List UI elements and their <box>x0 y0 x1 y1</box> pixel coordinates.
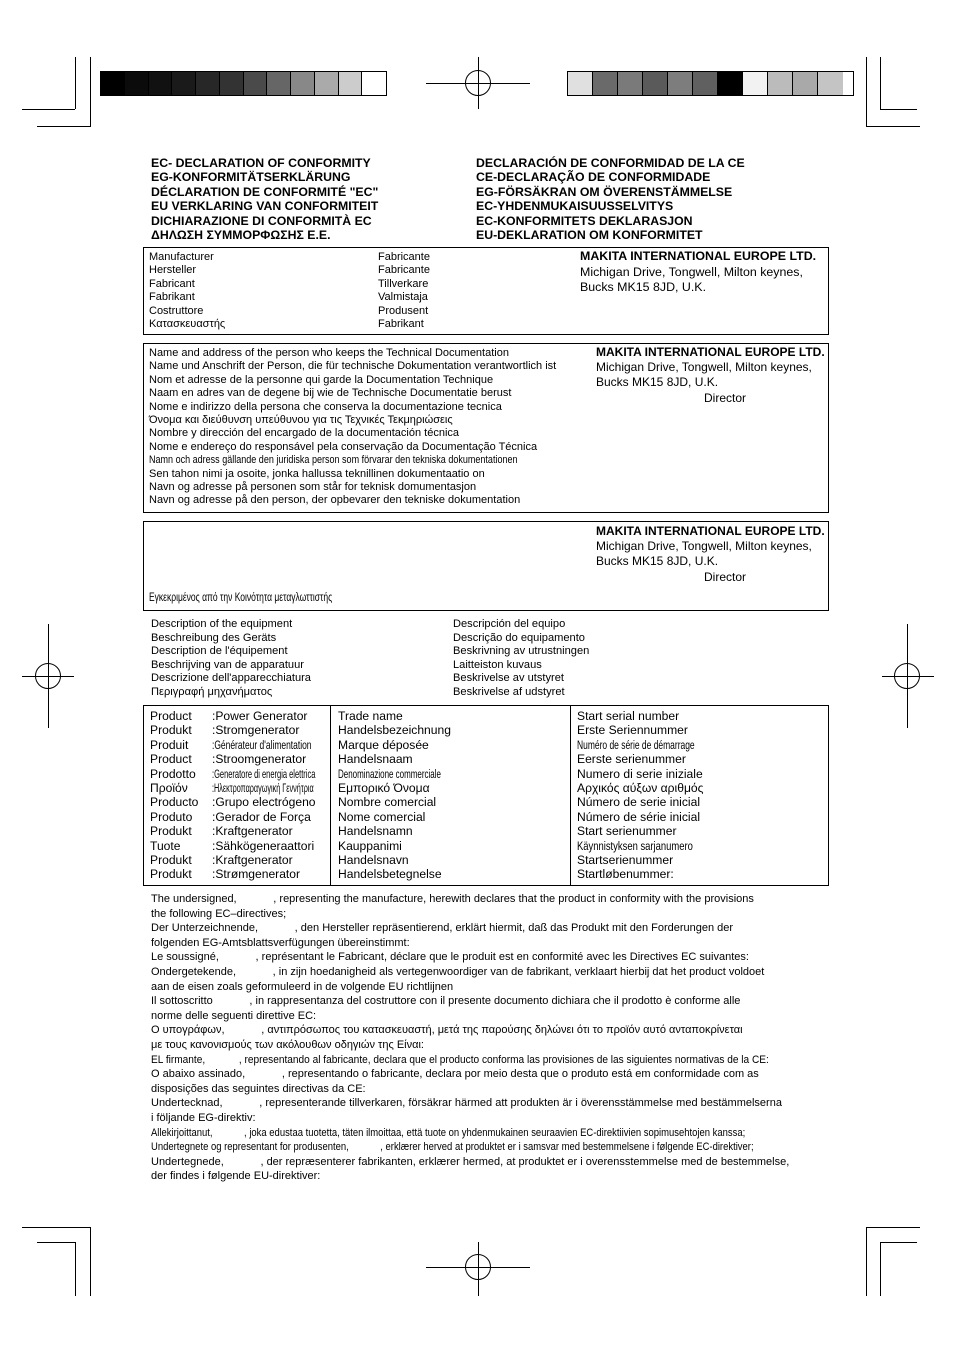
serial-number-text: Erste Seriennummer <box>577 723 688 738</box>
tech-doc-labels <box>149 347 598 508</box>
label: Description of the equipment <box>151 618 293 630</box>
approved-address <box>596 524 825 585</box>
serial-number-label <box>577 810 745 824</box>
declaration-line <box>151 1067 852 1082</box>
declaration-text: Le soussigné, , représentant le Fabricant, déclare que le produit est en conformité avec les Directives EC suivantes: <box>151 951 749 964</box>
address-line: Bucks MK15 8JD, U.K. <box>596 554 719 568</box>
signatory-title: Director <box>704 391 747 405</box>
approved-compiler-box <box>143 521 829 611</box>
label: Costruttore <box>149 304 204 317</box>
declaration-line <box>151 1140 852 1155</box>
color-swatch <box>244 72 268 95</box>
technical-documentation-box <box>143 343 829 513</box>
product-label: Produit <box>150 737 189 752</box>
serial-number-label <box>577 867 745 881</box>
product-label: Product <box>150 709 192 723</box>
serial-number-label <box>577 738 745 752</box>
serial-number-text: Numéro de série de démarrage <box>577 737 695 752</box>
trade-name <box>338 781 494 795</box>
product-label: Producto <box>150 795 199 810</box>
declaration-line <box>151 1082 852 1097</box>
declaration-text: folgenden EG-Amtsblattsverfügungen übereinstimmt: <box>151 936 410 949</box>
serial-number-text: Αρχικός αύξων αριθμός <box>577 781 704 796</box>
manufacturer-address <box>580 249 816 296</box>
product-value: :Kraftgenerator <box>212 824 293 839</box>
color-swatch <box>339 72 363 95</box>
label: Περιγραφή μηχανήματος <box>151 685 273 698</box>
color-swatch <box>693 72 718 95</box>
serial-number-label <box>577 752 745 766</box>
declaration-text: Ο υπογράφων, , αντιπρόσωπος του κατασκευαστή, μετά της παρούσης δηλώνει ότι το προϊόν αυτό ανταποκρίνεται <box>151 1024 743 1037</box>
product-label: Tuote <box>150 838 181 853</box>
serial-number-label <box>577 824 745 838</box>
color-swatch <box>101 72 125 95</box>
title-block-left <box>151 156 378 242</box>
equipment-description-right <box>453 618 589 699</box>
serial-number-label <box>577 709 745 723</box>
product-value: :Stroomgenerator <box>212 752 307 767</box>
trade-name-text: Denominazione commerciale <box>338 766 441 781</box>
color-swatch <box>149 72 173 95</box>
color-swatch <box>743 72 768 95</box>
declaration-text: Undertegnete og representant for produsenten, , erklærer herved at produktet er i samsvar med bestemmelsene i følgende EC-direktiver; <box>151 1141 754 1154</box>
declaration-paragraphs <box>151 892 852 1184</box>
serial-number-text: Número de serie inicial <box>577 795 701 810</box>
serial-number-column <box>577 709 745 882</box>
serial-number-text: Número de série inicial <box>577 809 701 824</box>
trade-name <box>338 867 494 881</box>
declaration-text: Undertegnede, , der repræsenterer fabrikanten, erklærer hermed, at produktet er i overensstemmelse med de bestemmelse, <box>151 1155 790 1168</box>
trade-name-text: Handelsnavn <box>338 853 409 868</box>
label: Κατασκευαστής <box>149 318 226 331</box>
trade-name-text: Handelsnamn <box>338 824 413 839</box>
serial-number-text: Start serienummer <box>577 824 677 839</box>
title-line: CE-DECLARAÇÃO DE CONFORMIDADE <box>476 170 711 185</box>
product-value: :Strømgenerator <box>212 867 301 882</box>
trade-name <box>338 853 494 867</box>
serial-number-text: Eerste serienummer <box>577 752 686 767</box>
company-name: MAKITA INTERNATIONAL EUROPE LTD. <box>580 249 817 263</box>
color-bar-left <box>100 71 387 96</box>
declaration-line <box>151 1023 852 1038</box>
product-label: Προϊόν <box>150 781 188 796</box>
title-line: DÉCLARATION DE CONFORMITÉ "EC" <box>151 184 379 199</box>
manufacturer-labels-2 <box>378 251 430 331</box>
label: Nome e indirizzo della persona che conserva la documentazione tecnica <box>149 400 502 413</box>
trade-name <box>338 767 494 781</box>
title-line: DECLARACIÓN DE CONFORMIDAD DE LA CE <box>476 156 745 170</box>
serial-number-label <box>577 795 745 809</box>
declaration-line <box>151 965 852 980</box>
label: Fabricante <box>378 251 430 263</box>
declaration-text: disposições das seguintes directivas da CE: <box>151 1082 366 1095</box>
signatory-title: Director <box>704 570 747 584</box>
color-swatch <box>220 72 244 95</box>
product-value: :Power Generator <box>212 709 308 723</box>
declaration-text: aan de eisen zoals geformuleerd in de volgende EU richtlijnen <box>151 980 454 993</box>
label: Beskrivelse av utstyret <box>453 672 564 684</box>
declaration-text: Allekirjoittanut, , joka edustaa tuotetta, täten ilmoittaa, että tuote on yhdenmukainen seuraavien EC-direktiivien sopimusehtojen kanssa; <box>151 1126 746 1139</box>
label: Nome e endereço do responsável pela conservação da Documentação Técnica <box>149 440 538 453</box>
color-swatch <box>793 72 818 95</box>
address-line: Michigan Drive, Tongwell, Milton keynes, <box>580 264 803 279</box>
product-label: Prodotto <box>150 766 196 781</box>
declaration-text: the following EC–directives; <box>151 907 287 920</box>
address-line: Michigan Drive, Tongwell, Milton keynes, <box>596 360 812 374</box>
serial-number-text: Numero di serie iniziale <box>577 766 703 781</box>
label: Beskrivning av utrustningen <box>453 645 590 657</box>
product-value: :Kraftgenerator <box>212 853 293 868</box>
manufacturer-labels <box>149 251 225 331</box>
trade-name-text: Handelsbetegnelse <box>338 867 442 882</box>
label: Fabricant <box>149 277 195 290</box>
label: Valmistaja <box>378 291 428 304</box>
product-label: Produkt <box>150 853 192 868</box>
declaration-text: The undersigned, , representing the manufacture, herewith declares that the product in conformity with the provisions <box>151 893 754 905</box>
label: Fabricante <box>378 264 430 277</box>
title-line: EU-DEKLARATION OM KONFORMITET <box>476 228 703 243</box>
label: Nom et adresse de la personne qui garde la Documentation Technique <box>149 373 494 386</box>
company-name: MAKITA INTERNATIONAL EUROPE LTD. <box>596 345 825 359</box>
trade-name <box>338 738 494 752</box>
trade-name <box>338 752 494 766</box>
declaration-text: EL firmante, , representando al fabricante, declara que el producto conforma las provisiones de las siguientes normativas de la CE: <box>151 1053 769 1066</box>
company-name: MAKITA INTERNATIONAL EUROPE LTD. <box>596 524 825 538</box>
product-value: :Ηλεκτροπαραγωγική Γεννήτρια <box>212 781 314 796</box>
declaration-text: Il sottoscritto , in rappresentanza del costruttore con il presente documento dichiara che il prodotto è conforme alle <box>151 995 741 1008</box>
color-swatch <box>618 72 643 95</box>
color-swatch <box>768 72 793 95</box>
title-line: DICHIARAZIONE DI CONFORMITÀ EC <box>151 213 372 228</box>
product-value: :Stromgenerator <box>212 723 300 738</box>
color-swatch <box>362 72 386 95</box>
declaration-line <box>151 950 852 965</box>
label: Descrição do equipamento <box>453 631 585 644</box>
declaration-line <box>151 936 852 951</box>
label: Navn og adresse på den person, der opbevarer den tekniske dokumentation <box>149 494 521 507</box>
label: Naam en adres van de degene bij wie de Technische Documentatie berust <box>149 387 512 400</box>
color-swatch <box>291 72 315 95</box>
product-label: Produto <box>150 809 193 824</box>
serial-number-text: Startløbenummer: <box>577 867 674 882</box>
declaration-line <box>151 994 852 1009</box>
declaration-line <box>151 921 852 936</box>
product-value: :Gerador de Força <box>212 809 311 824</box>
serial-number-label <box>577 781 745 795</box>
color-swatch <box>267 72 291 95</box>
label: Descripción del equipo <box>453 618 566 630</box>
trade-name <box>338 795 494 809</box>
address-line: Bucks MK15 8JD, U.K. <box>580 280 707 295</box>
declaration-line <box>151 907 852 922</box>
title-line: EC- DECLARATION OF CONFORMITY <box>151 156 371 170</box>
label: Namn och adress gällande den juridiska person som förvarar den tekniska dokumentationen <box>149 454 518 467</box>
serial-number-label <box>577 839 745 853</box>
tech-doc-address <box>596 345 825 406</box>
title-line: ΔΗΛΩΣΗ ΣΥΜΜΟΡΦΩΣΗΣ Ε.Ε. <box>151 228 331 243</box>
trade-name-column <box>338 709 494 882</box>
product-value: :Sähkögeneraattori <box>212 838 315 853</box>
trade-name <box>338 723 494 737</box>
trade-name-text: Handelsbezeichnung <box>338 723 451 738</box>
serial-number-label <box>577 767 745 781</box>
color-bar-right <box>567 71 854 96</box>
label: Sen tahon nimi ja osoite, jonka hallussa teknillinen dokumentaatio on <box>149 467 485 480</box>
declaration-text: i följande EG-direktiv: <box>151 1111 256 1124</box>
address-line: Bucks MK15 8JD, U.K. <box>596 375 719 389</box>
product-value: :Générateur d'alimentation <box>212 737 312 752</box>
declaration-text: με τους κανονισμούς των ακόλουθων οδηγιών της Είναι: <box>151 1038 424 1051</box>
label: Descrizione dell'apparecchiatura <box>151 672 311 684</box>
color-swatch <box>643 72 668 95</box>
label: Fabrikant <box>149 291 195 304</box>
label: Beschrijving van de apparatuur <box>151 658 304 671</box>
trade-name-text: Trade name <box>338 709 403 723</box>
trade-name-text: Εμπορικό Όνομα <box>338 781 430 796</box>
title-line: EC-KONFORMITETS DEKLARASJON <box>476 213 693 228</box>
color-swatch <box>718 72 743 95</box>
label: Hersteller <box>149 264 197 277</box>
label: Laitteiston kuvaus <box>453 658 542 671</box>
declaration-line <box>151 1111 852 1126</box>
trade-name <box>338 824 494 838</box>
label: Manufacturer <box>149 251 214 263</box>
trade-name-text: Nombre comercial <box>338 795 437 810</box>
product-label: Produkt <box>150 723 192 738</box>
trade-name <box>338 810 494 824</box>
product-label: Product <box>150 752 192 767</box>
title-block-right <box>476 156 745 242</box>
serial-number-text: Startserienummer <box>577 853 674 868</box>
declaration-text: Undertecknad, , representerande tillverkaren, försäkrar härmed att produkten är i överensstämmelse med bestämmelserna <box>151 1097 782 1110</box>
manufacturer-box <box>143 247 829 335</box>
declaration-text: O abaixo assinado, , representando o fabricante, declara por meio desta que o produto está em conformidade com as <box>151 1068 759 1081</box>
declaration-line <box>151 1038 852 1053</box>
trade-name-text: Nome comercial <box>338 809 426 824</box>
serial-number-text: Start serial number <box>577 709 680 723</box>
label: Name und Anschrift der Person, die für technische Dokumentation verantwortlich ist <box>149 360 557 373</box>
serial-number-label <box>577 723 745 737</box>
declaration-line <box>151 1155 852 1170</box>
declaration-line <box>151 1053 852 1068</box>
title-line: EG-FÖRSÄKRAN OM ÖVERENSTÄMMELSE <box>476 184 733 199</box>
color-swatch <box>125 72 149 95</box>
declaration-line <box>151 892 852 907</box>
declaration-text: der findes i følgende EU-direktiver: <box>151 1170 321 1183</box>
approved-label: Εγκεκριμένος από την Κοινότητα μεταγλωττιστής <box>149 592 333 604</box>
label: Fabrikant <box>378 318 424 331</box>
declaration-line <box>151 1009 852 1024</box>
product-label: Produkt <box>150 824 192 839</box>
trade-name-text: Kauppanimi <box>338 838 402 853</box>
serial-number-label <box>577 853 745 867</box>
product-table <box>143 705 829 886</box>
label: Description de l'équipement <box>151 645 288 657</box>
serial-number-text: Käynnistyksen sarjanumero <box>577 838 693 853</box>
color-swatch <box>818 72 843 95</box>
label: Beskrivelse af udstyret <box>453 685 565 698</box>
address-line: Michigan Drive, Tongwell, Milton keynes, <box>596 539 812 553</box>
title-line: EC-YHDENMUKAISUUSSELVITYS <box>476 199 674 214</box>
label: Produsent <box>378 304 429 317</box>
label: Nombre y dirección del encargado de la documentación técnica <box>149 427 460 440</box>
title-line: EG-KONFORMITÄTSERKLÄRUNG <box>151 170 351 185</box>
product-value: :Grupo electrógeno <box>212 795 316 810</box>
equipment-description-left <box>151 618 311 699</box>
label: Όνομα και διεύθυνση υπεύθυνου για τις Τεχνικές Τεκμηριώσεις <box>149 414 453 427</box>
color-swatch <box>172 72 196 95</box>
declaration-line <box>151 1126 852 1141</box>
declaration-text: Der Unterzeichnende, , den Hersteller repräsentierend, erklärt hiermit, daß das Produkt mit den Forderungen der <box>151 922 734 935</box>
color-swatch <box>568 72 593 95</box>
declaration-text: Ondergetekende, , in zijn hoedanigheid als vertegenwoordiger van de fabrikant, verklaart hierbij dat het product voldoet <box>151 965 765 978</box>
trade-name <box>338 709 494 723</box>
title-line: EU VERKLARING VAN CONFORMITEIT <box>151 199 379 214</box>
label: Name and address of the person who keeps the Technical Documentation <box>149 347 509 359</box>
color-swatch <box>593 72 618 95</box>
trade-name <box>338 839 494 853</box>
declaration-line <box>151 980 852 995</box>
color-swatch <box>196 72 220 95</box>
declaration-line <box>151 1096 852 1111</box>
product-label: Produkt <box>150 867 192 882</box>
label: Tillverkare <box>378 277 429 290</box>
color-swatch <box>315 72 339 95</box>
declaration-text: norme delle seguenti direttive EC: <box>151 1009 317 1022</box>
trade-name-text: Marque déposée <box>338 737 429 752</box>
color-swatch <box>668 72 693 95</box>
label: Navn og adresse på personen som står for teknisk domumentasjon <box>149 481 477 494</box>
declaration-line <box>151 1169 852 1184</box>
trade-name-text: Handelsnaam <box>338 752 413 767</box>
product-value: :Generatore di energia elettrica <box>212 766 316 781</box>
label: Beschreibung des Geräts <box>151 631 277 644</box>
